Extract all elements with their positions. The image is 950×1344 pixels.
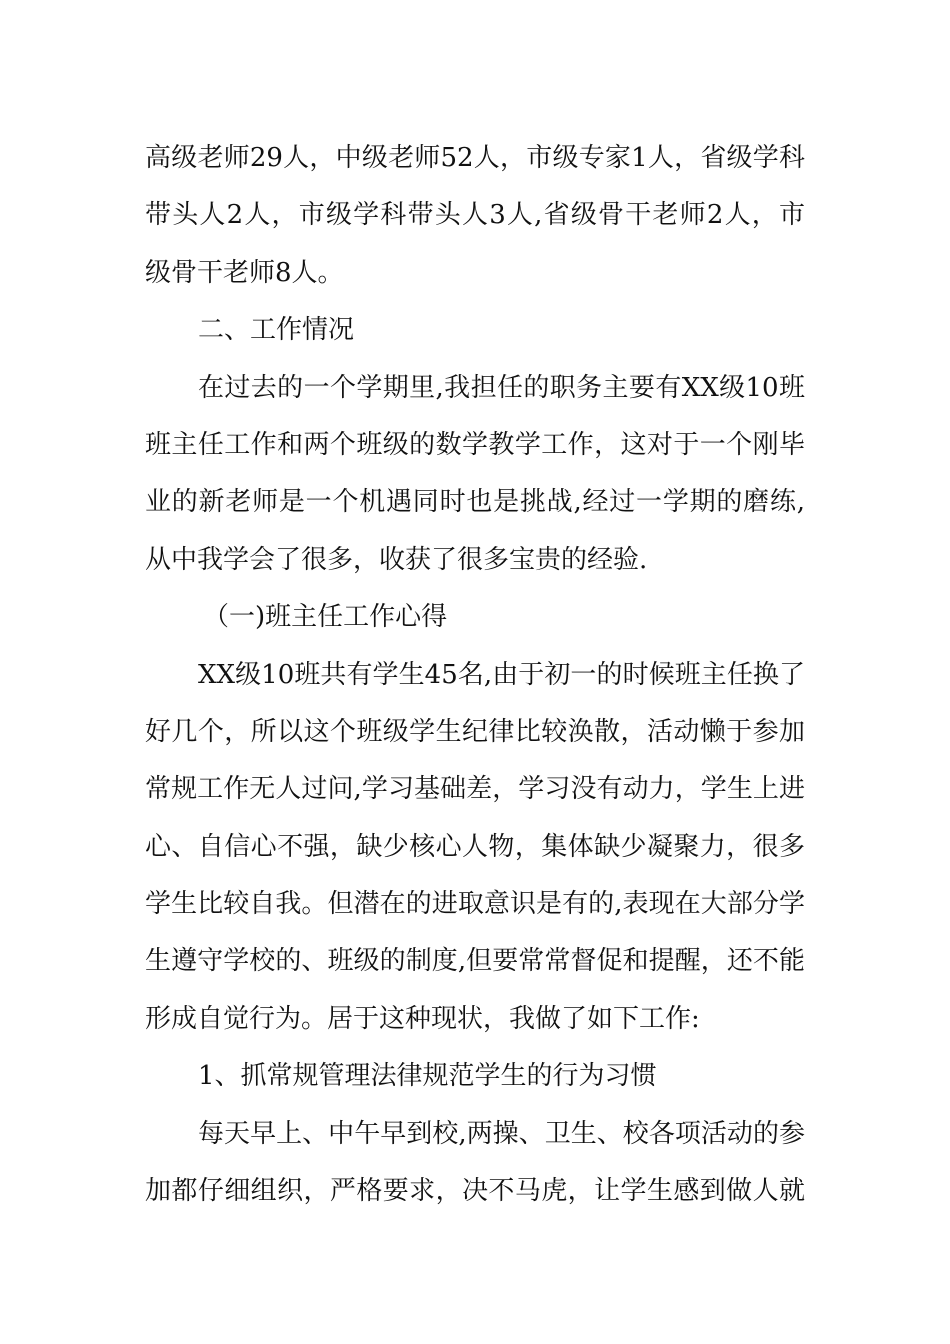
text-line: 业的新老师是一个机遇同时也是挑战,经过一学期的磨练, [145, 487, 805, 518]
text-line: 加都仔细组织，严格要求，决不马虎，让学生感到做人就 [145, 1176, 805, 1207]
text-line: 级骨干老师8人。 [145, 257, 344, 288]
section-heading: 二、工作情况 [198, 315, 355, 346]
text-line: 好几个，所以这个班级学生纪律比较涣散，活动懒于参加 [145, 716, 805, 747]
text-line: 在过去的一个学期里,我担任的职务主要有XX级10班 [198, 372, 805, 403]
list-item-heading: 1、抓常规管理法律规范学生的行为习惯 [198, 1061, 657, 1092]
text-line: 学生比较自我。但潜在的进取意识是有的,表现在大部分学 [145, 889, 805, 920]
subsection-heading: （一)班主任工作心得 [203, 602, 448, 633]
document-body [145, 130, 805, 1220]
text-line: 心、自信心不强，缺少核心人物，集体缺少凝聚力，很多 [145, 831, 805, 862]
text-line: 生遵守学校的、班级的制度,但要常常督促和提醒，还不能 [145, 946, 805, 977]
text-line: 高级老师29人，中级老师52人，市级专家1人，省级学科 [145, 143, 805, 173]
text-line: 带头人2人，市级学科带头人3人,省级骨干老师2人，市 [145, 200, 805, 231]
text-line: 常规工作无人过问,学习基础差，学习没有动力，学生上进 [145, 774, 805, 805]
text-line: 从中我学会了很多，收获了很多宝贵的经验. [145, 544, 648, 575]
text-line: 每天早上、中午早到校,两操、卫生、校各项活动的参 [198, 1118, 805, 1149]
text-line: 班主任工作和两个班级的数学教学工作，这对于一个刚毕 [145, 429, 805, 460]
text-line: 形成自觉行为。居于这种现状，我做了如下工作: [145, 1003, 700, 1034]
text-line: XX级10班共有学生45名,由于初一的时候班主任换了 [198, 659, 805, 690]
